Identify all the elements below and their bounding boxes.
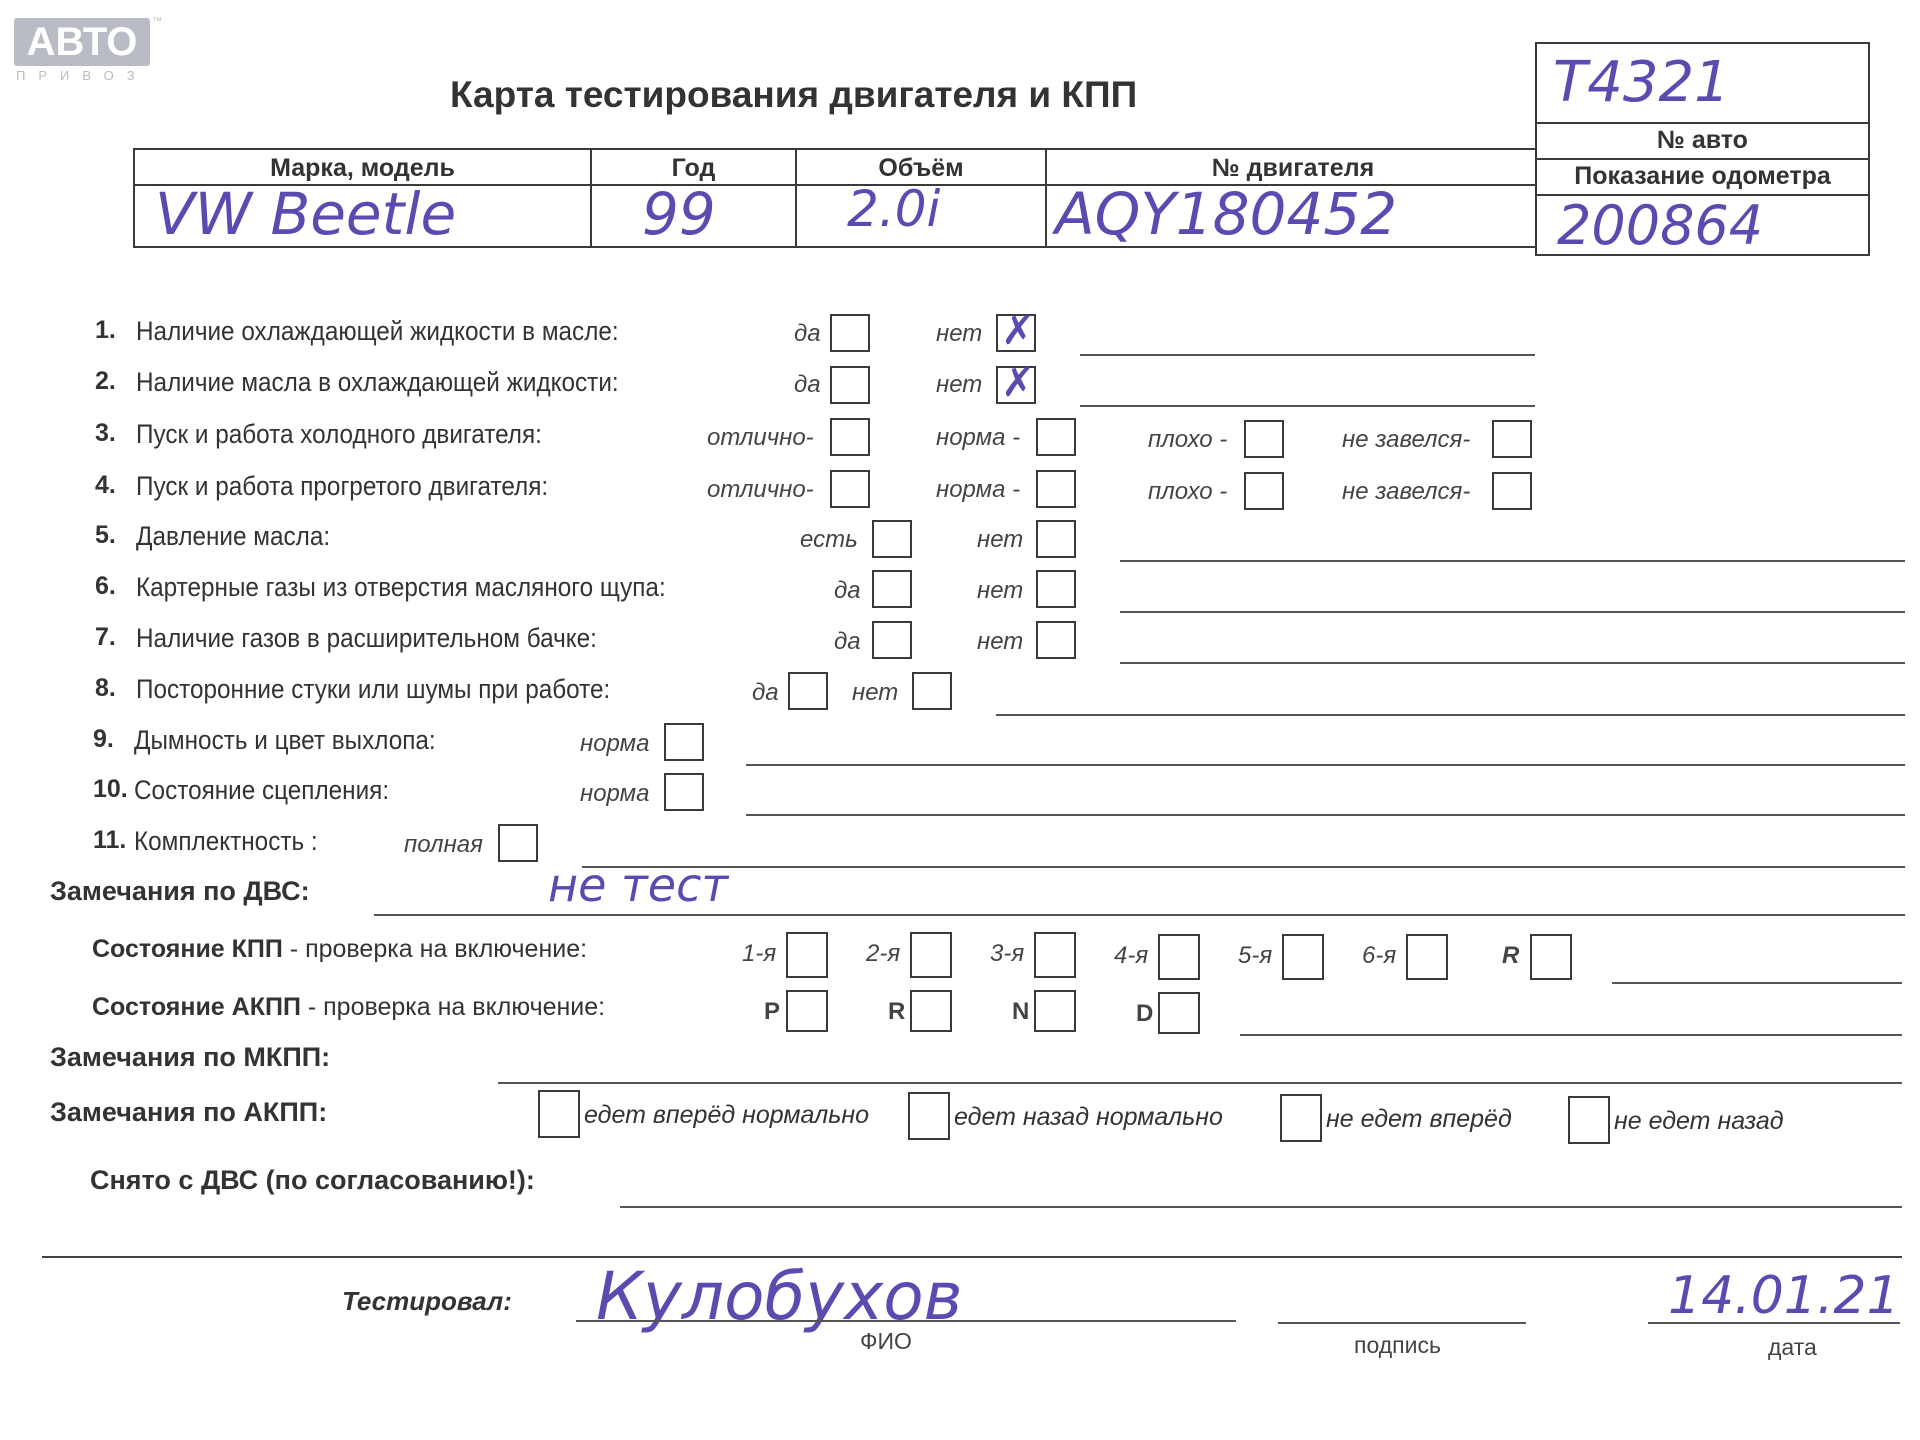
tested-label: Тестировал: bbox=[342, 1286, 512, 1316]
option-label: отлично- bbox=[707, 424, 814, 451]
check-mark: ✗ bbox=[1001, 308, 1035, 354]
header-cell-model: Марка, модель VW Beetle bbox=[155, 154, 457, 248]
option-label: да bbox=[794, 320, 821, 347]
akpp-option-label: не едет вперёд bbox=[1326, 1105, 1512, 1133]
question-text: Давление масла: bbox=[136, 521, 331, 551]
checkbox-yes[interactable] bbox=[872, 520, 912, 558]
option-label: не завелся- bbox=[1342, 478, 1471, 505]
option-label: полная bbox=[404, 831, 483, 858]
gear-checkbox[interactable] bbox=[910, 932, 952, 978]
year-handwritten: 99 bbox=[642, 180, 716, 248]
checkbox-normal[interactable] bbox=[664, 723, 704, 761]
gear-checkbox[interactable] bbox=[1034, 932, 1076, 978]
question-text: Наличие масла в охлаждающей жидкости: bbox=[136, 367, 619, 397]
checkbox-yes[interactable] bbox=[830, 314, 870, 352]
vehicle-header-table bbox=[133, 148, 1537, 248]
header-cell-engine-no: № двигателя AQY180452 bbox=[1045, 150, 1539, 246]
tester-signature-handwritten: Кулобухов bbox=[596, 1258, 963, 1335]
remarks-mkpp-label: Замечания по МКПП: bbox=[50, 1042, 331, 1072]
gear-label: 3-я bbox=[990, 940, 1025, 967]
option-label: нет bbox=[977, 628, 1024, 655]
comment-line bbox=[1120, 662, 1905, 664]
gear-checkbox[interactable] bbox=[786, 990, 828, 1032]
car-number-label: № авто bbox=[1657, 126, 1748, 154]
checkbox-bad[interactable] bbox=[1244, 420, 1284, 458]
fio-line bbox=[576, 1320, 1236, 1322]
question-text: Пуск и работа холодного двигателя: bbox=[136, 419, 542, 449]
gear-checkbox[interactable] bbox=[1406, 934, 1448, 980]
option-label: отлично- bbox=[707, 476, 814, 503]
option-label: да bbox=[834, 577, 861, 604]
checkbox-no[interactable] bbox=[996, 308, 1036, 354]
option-label: нет bbox=[977, 526, 1024, 553]
signature-label: подпись bbox=[1354, 1332, 1441, 1358]
question-number: 9. bbox=[93, 725, 114, 753]
gear-checkbox[interactable] bbox=[1282, 934, 1324, 980]
comment-line bbox=[1080, 354, 1535, 356]
model-handwritten: VW Beetle bbox=[155, 180, 457, 248]
checkbox-yes[interactable] bbox=[788, 672, 828, 710]
checkbox-normal[interactable] bbox=[1036, 470, 1076, 508]
fio-label: ФИО bbox=[860, 1328, 912, 1354]
logo: АВТО bbox=[14, 18, 150, 66]
checkbox-bad[interactable] bbox=[1244, 472, 1284, 510]
question-text: Картерные газы из отверстия масляного щупа: bbox=[136, 572, 666, 602]
gear-label: R bbox=[1502, 942, 1520, 969]
option-label: норма bbox=[580, 780, 650, 807]
option-label: норма - bbox=[936, 476, 1021, 503]
question-text: Комплектность : bbox=[134, 826, 318, 856]
option-label: да bbox=[752, 679, 779, 706]
option-label: нет bbox=[852, 679, 899, 706]
gear-checkbox[interactable] bbox=[1158, 934, 1200, 980]
gear-label: N bbox=[1012, 998, 1030, 1025]
checkbox-backward-ok[interactable] bbox=[908, 1092, 950, 1140]
gear-label: P bbox=[764, 998, 781, 1025]
akpp-option-label: едет назад нормально bbox=[954, 1103, 1223, 1131]
car-info-box bbox=[1535, 42, 1870, 256]
question-text: Наличие охлаждающей жидкости в масле: bbox=[136, 316, 619, 346]
option-label: нет bbox=[936, 371, 983, 398]
option-label: плохо - bbox=[1148, 426, 1228, 453]
removed-line bbox=[620, 1206, 1902, 1208]
checkbox-not-started[interactable] bbox=[1492, 472, 1532, 510]
checkbox-excellent[interactable] bbox=[830, 470, 870, 508]
gear-checkbox[interactable] bbox=[910, 990, 952, 1032]
checkbox-complete[interactable] bbox=[498, 824, 538, 862]
gear-checkbox[interactable] bbox=[1034, 990, 1076, 1032]
date-handwritten: 14.01.21 bbox=[1668, 1266, 1900, 1326]
question-number: 7. bbox=[95, 623, 116, 651]
header-cell-year: Год 99 bbox=[590, 150, 795, 246]
checkbox-no[interactable] bbox=[1036, 621, 1076, 659]
question-number: 3. bbox=[95, 419, 116, 447]
volume-handwritten: 2.0i bbox=[847, 180, 941, 238]
check-mark: ✗ bbox=[1001, 360, 1035, 406]
gear-checkbox[interactable] bbox=[1530, 934, 1572, 980]
gear-label: D bbox=[1136, 1000, 1154, 1027]
question-number: 10. bbox=[93, 775, 128, 803]
page-title: Карта тестирования двигателя и КПП bbox=[450, 74, 1138, 115]
checkbox-no[interactable] bbox=[996, 360, 1036, 406]
gear-label: 4-я bbox=[1114, 942, 1149, 969]
question-number: 2. bbox=[95, 367, 116, 395]
checkbox-no[interactable] bbox=[1036, 520, 1076, 558]
remarks-dvs-line bbox=[374, 914, 1905, 916]
date-line bbox=[1648, 1322, 1900, 1324]
question-number: 6. bbox=[95, 572, 116, 600]
option-label: да bbox=[794, 371, 821, 398]
akpp-option-label: едет вперёд нормально bbox=[584, 1101, 870, 1129]
checkbox-forward-ok[interactable] bbox=[538, 1090, 580, 1138]
checkbox-normal[interactable] bbox=[1036, 418, 1076, 456]
engine-number-handwritten: AQY180452 bbox=[1055, 180, 1398, 248]
comment-line bbox=[1120, 560, 1905, 562]
question-text: Дымность и цвет выхлопа: bbox=[134, 725, 436, 755]
question-text: Пуск и работа прогретого двигателя: bbox=[136, 471, 549, 501]
removed-label: Снято с ДВС (по согласованию!): bbox=[90, 1165, 535, 1195]
comment-line bbox=[746, 814, 1905, 816]
header-cell-volume: Объём 2.0i bbox=[795, 150, 1045, 246]
comment-line bbox=[582, 866, 1905, 868]
checkbox-not-started[interactable] bbox=[1492, 420, 1532, 458]
comment-line bbox=[746, 764, 1905, 766]
option-label: норма - bbox=[936, 424, 1021, 451]
car-number-handwritten: T4321 bbox=[1553, 50, 1730, 115]
option-label: не завелся- bbox=[1342, 426, 1471, 453]
logo-subtitle: ПРИВОЗ bbox=[16, 68, 148, 83]
checkbox-excellent[interactable] bbox=[830, 418, 870, 456]
checkbox-no[interactable] bbox=[912, 672, 952, 710]
trademark-mark: ™ bbox=[152, 16, 162, 27]
checkbox-no-forward[interactable] bbox=[1280, 1094, 1322, 1142]
date-label: дата bbox=[1768, 1334, 1817, 1360]
option-label: норма bbox=[580, 730, 650, 757]
question-number: 11. bbox=[93, 826, 127, 854]
option-label: нет bbox=[936, 320, 983, 347]
question-number: 1. bbox=[95, 316, 116, 344]
gear-checkbox[interactable] bbox=[1158, 992, 1200, 1034]
remarks-mkpp-line bbox=[498, 1082, 1902, 1084]
separator-line bbox=[42, 1256, 1902, 1258]
option-label: да bbox=[834, 628, 861, 655]
comment-line bbox=[1080, 405, 1535, 407]
odometer-label: Показание одометра bbox=[1574, 162, 1831, 190]
gear-label: 5-я bbox=[1238, 942, 1273, 969]
option-label: нет bbox=[977, 577, 1024, 604]
remarks-dvs-label: Замечания по ДВС: bbox=[50, 876, 310, 906]
kpp-comment-line bbox=[1612, 982, 1902, 984]
gear-label: R bbox=[888, 998, 906, 1025]
question-text: Состояние сцепления: bbox=[134, 775, 390, 805]
question-number: 5. bbox=[95, 521, 116, 549]
question-text: Наличие газов в расширительном бачке: bbox=[136, 623, 597, 653]
kpp-label: Состояние КПП - проверка на включение: bbox=[92, 935, 588, 963]
gear-label: 6-я bbox=[1362, 942, 1397, 969]
checkbox-no-backward[interactable] bbox=[1568, 1096, 1610, 1144]
checkbox-yes[interactable] bbox=[830, 366, 870, 404]
akpp-option-label: не едет назад bbox=[1614, 1107, 1784, 1135]
comment-line bbox=[996, 714, 1905, 716]
option-label: есть bbox=[800, 526, 858, 553]
odometer-handwritten: 200864 bbox=[1557, 194, 1764, 257]
option-label: плохо - bbox=[1148, 478, 1228, 505]
checkbox-yes[interactable] bbox=[872, 621, 912, 659]
comment-line bbox=[1120, 611, 1905, 613]
gear-label: 2-я bbox=[866, 940, 901, 967]
checkbox-normal[interactable] bbox=[664, 773, 704, 811]
remarks-akpp-label: Замечания по АКПП: bbox=[50, 1097, 328, 1127]
question-text: Посторонние стуки или шумы при работе: bbox=[136, 674, 611, 704]
question-number: 8. bbox=[95, 674, 116, 702]
gear-label: 1-я bbox=[742, 940, 777, 967]
question-number: 4. bbox=[95, 471, 116, 499]
signature-line bbox=[1278, 1322, 1526, 1324]
checkbox-yes[interactable] bbox=[872, 570, 912, 608]
akpp-comment-line bbox=[1240, 1034, 1902, 1036]
checkbox-no[interactable] bbox=[1036, 570, 1076, 608]
akpp-label: Состояние АКПП - проверка на включение: bbox=[92, 993, 606, 1021]
remarks-dvs-handwritten: не тест bbox=[548, 858, 729, 912]
gear-checkbox[interactable] bbox=[786, 932, 828, 978]
